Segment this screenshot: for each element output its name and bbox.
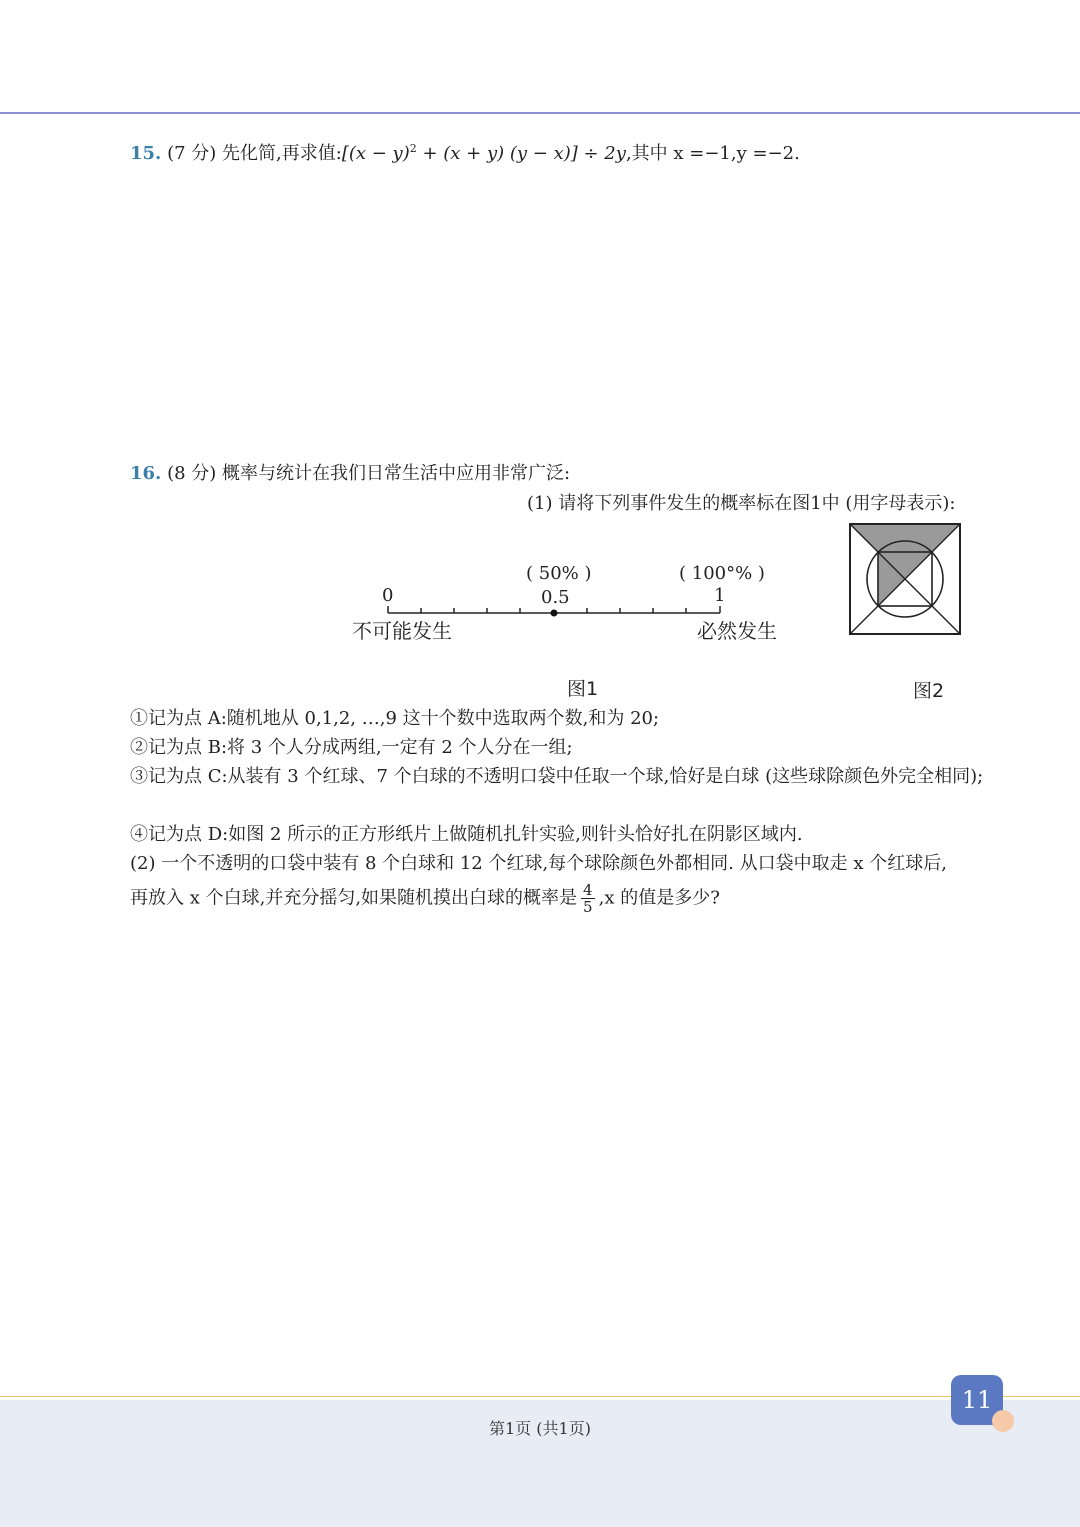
fraction-denominator: 5: [583, 898, 593, 916]
figure-2-square: [848, 522, 962, 638]
question-15-stem: 先化简,再求值:: [222, 143, 342, 164]
question-15-number: 15.: [130, 143, 162, 164]
top-rule: [0, 112, 1080, 114]
question-15: [130, 136, 800, 167]
footer-rule: [0, 1396, 1080, 1397]
label-zero: 0: [382, 585, 394, 606]
question-16-part1: (1) 请将下列事件发生的概率标在图1中 (用字母表示):: [527, 493, 956, 514]
question-16-number: 16.: [130, 463, 162, 484]
part-2-line-2: [130, 882, 990, 915]
question-16-points: (8 分): [167, 463, 217, 484]
figure-1-caption: 图1: [567, 678, 599, 700]
label-one: 1: [714, 585, 726, 606]
question-15-condition: ,其中 x =−1,y =−2.: [625, 143, 800, 164]
label-impossible: 不可能发生: [352, 619, 452, 643]
fraction-numerator: 4: [583, 881, 593, 899]
item-d: ④记为点 D:如图 2 所示的正方形纸片上做随机扎针实验,则针头恰好扎在阴影区域内.: [130, 824, 803, 845]
item-a: ①记为点 A:随机地从 0,1,2, …,9 这十个数中选取两个数,和为 20;: [130, 708, 660, 729]
part-2-question: ,x 的值是多少?: [598, 887, 720, 909]
question-15-exponent: 2: [409, 142, 417, 155]
label-100-percent: ( 100°% ): [679, 563, 765, 584]
figure-1-number-line: [340, 550, 800, 660]
question-15-expr-b: + (x + y) (y − x)] ÷ 2y: [416, 143, 626, 164]
midpoint-dot: [551, 610, 558, 617]
page-footer-text: 第1页 (共1页): [489, 1419, 591, 1438]
part-2-line-1: (2) 一个不透明的口袋中装有 8 个白球和 12 个红球,每个球除颜色外都相同. 从口袋中取走 x 个红球后,: [130, 853, 947, 874]
label-half: 0.5: [541, 587, 570, 608]
label-50-percent: ( 50% ): [526, 563, 592, 584]
label-certain: 必然发生: [697, 619, 777, 643]
question-15-points: (7 分): [167, 143, 217, 164]
figure-2-caption: 图2: [913, 680, 945, 702]
item-b: ②记为点 B:将 3 个人分成两组,一定有 2 个人分在一组;: [130, 737, 573, 758]
part-2-text: 再放入 x 个白球,并充分摇匀,如果随机摸出白球的概率是: [130, 887, 578, 909]
page-number-badge: 11: [951, 1375, 1003, 1425]
item-c: ③记为点 C:从装有 3 个红球、7 个白球的不透明口袋中任取一个球,恰好是白球 (这些球除颜色外完全相同);: [130, 766, 984, 787]
fraction-four-fifths: [581, 882, 595, 915]
question-16-header: [130, 461, 570, 487]
question-16-stem: 概率与统计在我们日常生活中应用非常广泛:: [222, 463, 571, 484]
question-15-expr-a: [(x − y): [341, 143, 410, 164]
